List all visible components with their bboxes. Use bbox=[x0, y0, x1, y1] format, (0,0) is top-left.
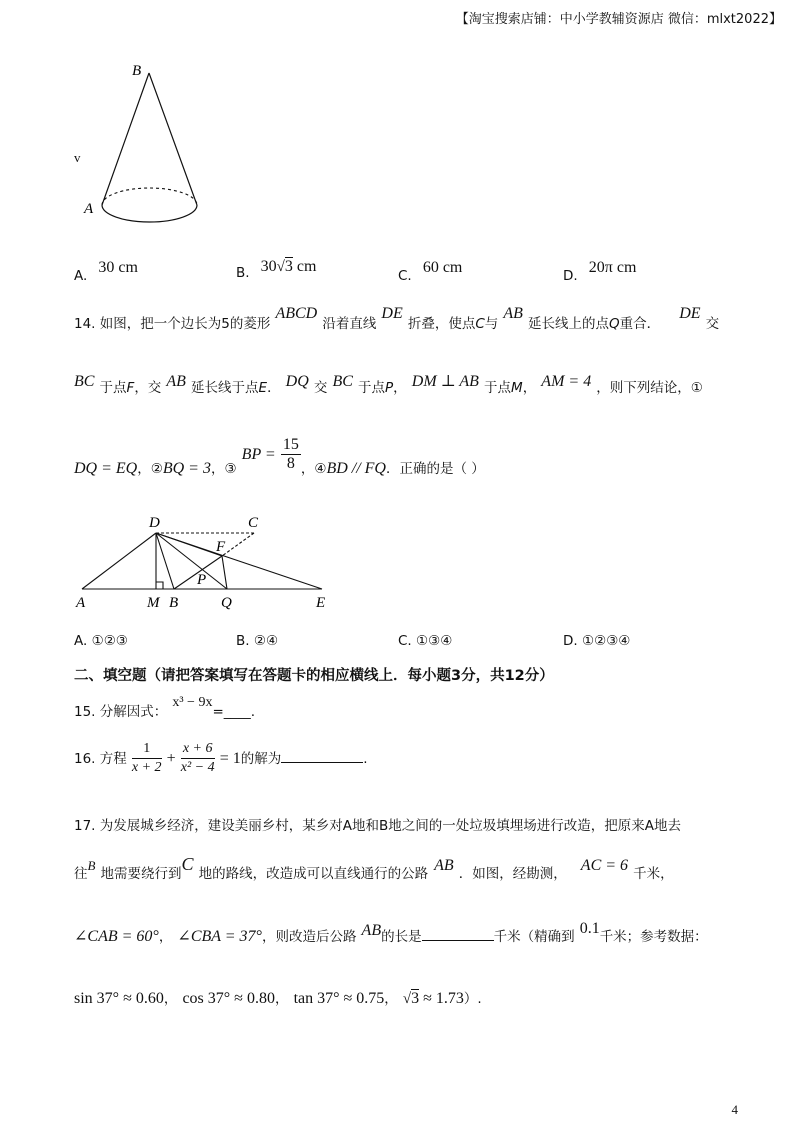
q14-option-c: C. ①③④ bbox=[398, 633, 453, 649]
line-df bbox=[156, 533, 222, 556]
label-q: Q bbox=[221, 595, 232, 611]
q16-answer-blank bbox=[281, 762, 363, 763]
label-b: B bbox=[169, 595, 179, 611]
line-ad bbox=[82, 533, 156, 589]
cone-left-edge bbox=[102, 73, 149, 205]
q17-line-3: ∠CAB = 60°， ∠CBA = 37°，则改造后公路 AB的长是 千米（精确到 0.1千米；参考数据： bbox=[74, 920, 708, 945]
line-db bbox=[156, 533, 174, 589]
stray-mark: v bbox=[74, 150, 81, 165]
q13-option-c: C. 60 cm bbox=[398, 259, 463, 284]
q16: 16. 方程 $\frac{1}{x + 2}$ + $\frac{x + 6}{\text{x² − 4}}$ = 1的解为 . bbox=[74, 741, 368, 775]
section-2-title: 二、填空题（请把答案填写在答题卡的相应横线上．每小题3分，共12分） bbox=[74, 668, 554, 684]
label-c: C bbox=[248, 515, 259, 531]
label-f: F bbox=[216, 539, 226, 555]
page-number: 4 bbox=[731, 1102, 738, 1117]
page-header: 【淘宝搜索店铺：中小学教辅资源店 微信：mlxt2022】 bbox=[455, 12, 782, 27]
label-m: M bbox=[147, 595, 160, 611]
label-d: D bbox=[149, 515, 160, 531]
cone-label-a: A bbox=[84, 201, 94, 217]
q14-option-a: A. ①②③ bbox=[74, 633, 128, 649]
line-cf-dashed bbox=[222, 533, 254, 556]
cone-right-edge bbox=[149, 73, 197, 205]
q17-line-4: sin 37° ≈ 0.60， cos 37° ≈ 0.80， tan 37° ≈ 0.75， √3 ≈ 1.73）. bbox=[74, 990, 482, 1007]
label-a: A bbox=[76, 595, 86, 611]
cone-base-front bbox=[102, 205, 197, 222]
label-e: E bbox=[316, 595, 326, 611]
cone-figure bbox=[80, 60, 210, 230]
bp-fraction: $\frac{15}{8}$ bbox=[282, 436, 299, 472]
line-fq bbox=[222, 556, 227, 589]
right-angle-mark bbox=[156, 582, 163, 589]
cone-base-back bbox=[102, 188, 197, 205]
q14-line-2: BC 于点F，交 AB 延长线于点E． DQ 交 BC 于点P， DM ⊥ AB 于点M， AM = 4 ，则下列结论，① bbox=[74, 373, 703, 396]
q13-option-b: B. 30√3 cm bbox=[236, 258, 317, 281]
q14-option-d: D. ①②③④ bbox=[563, 633, 631, 649]
q16-fraction-1: $\frac{1}{x + 2}$ bbox=[131, 741, 162, 775]
q13-option-d: D. 20π cm bbox=[563, 259, 637, 284]
q16-fraction-2: $\frac{x + 6}{\text{x² − 4}}$ bbox=[180, 741, 215, 775]
q14-option-b: B. ②④ bbox=[236, 633, 279, 649]
rhombus-fold-figure bbox=[70, 510, 340, 615]
q13-option-a: A. 30 cm bbox=[74, 259, 138, 284]
label-p: P bbox=[197, 572, 207, 588]
q14-line-1: 14. 如图，把一个边长为5的菱形 ABCD 沿着直线 DE 折叠，使点C与 AB 延长线上的点Q重合． DE 交 bbox=[74, 305, 720, 332]
q17-line-1: 17. 为发展城乡经济，建设美丽乡村，某乡对A地和B地之间的一处垃圾填埋场进行改造，把原来A地去 bbox=[74, 818, 681, 834]
cone-label-b: B bbox=[132, 63, 142, 79]
q17-line-2: 往$^B$ 地需要绕行到C 地的路线，改造成可以直线通行的公路 AB ．如图，经勘测， AC = 6 千米， bbox=[74, 854, 674, 882]
q14-line-3: DQ = EQ，②BQ = 3，③ BP = $\frac{15}{8}$ ，④BD // FQ．正确的是（ ） bbox=[74, 436, 485, 477]
q15: 15. 分解因式： x³ − 9x=____. bbox=[74, 695, 256, 720]
q17-answer-blank bbox=[422, 940, 494, 941]
